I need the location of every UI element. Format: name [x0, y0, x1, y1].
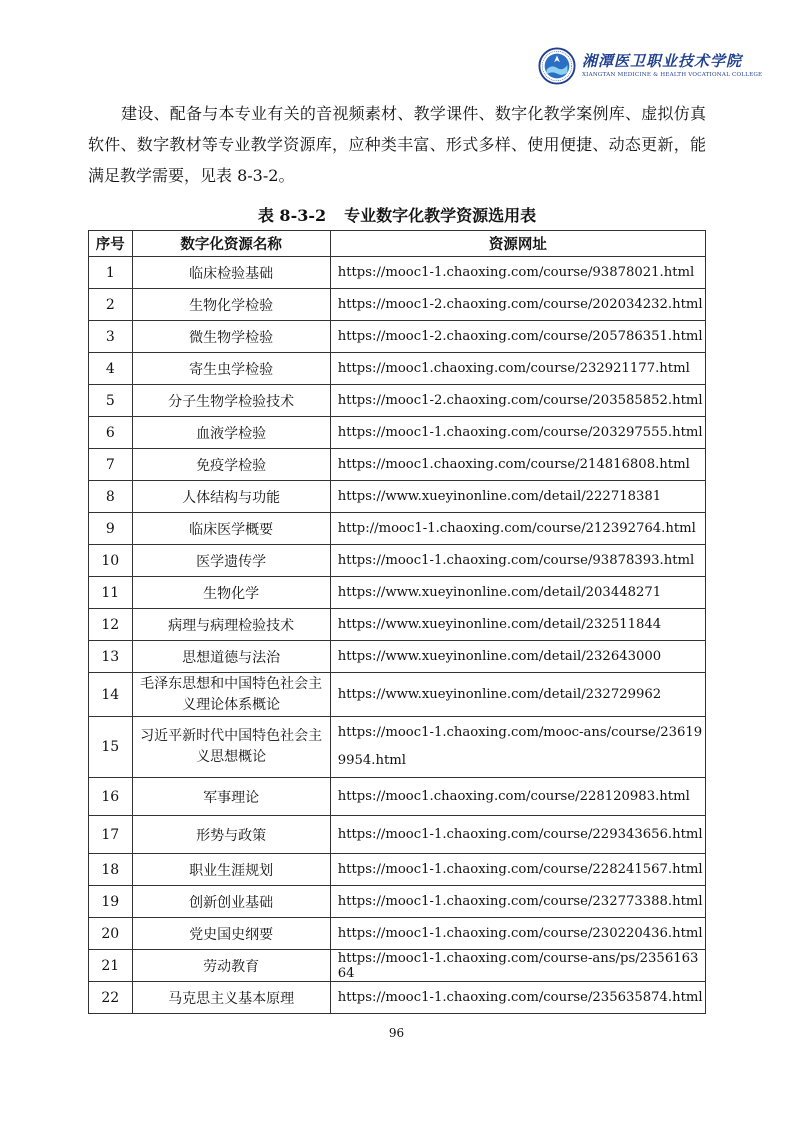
table-row	[89, 353, 706, 385]
row-resource-name: 创新创业基础	[132, 886, 330, 918]
row-resource-url[interactable]: https://mooc1.chaoxing.com/course/228120983.html	[330, 778, 705, 816]
paragraph-line: 软件、数字教材等专业教学资源库，应种类丰富、形式多样、使用便捷、动态更新，能	[88, 135, 706, 154]
page-number: 96	[388, 1026, 405, 1040]
row-resource-url[interactable]: https://mooc1-1.chaoxing.com/mooc-ans/course/236199954.html	[330, 717, 705, 778]
row-resource-url[interactable]: https://mooc1.chaoxing.com/course/214816808.html	[330, 449, 705, 481]
row-resource-name: 病理与病理检验技术	[132, 609, 330, 641]
row-resource-name: 生物化学	[132, 577, 330, 609]
table-row	[89, 950, 706, 982]
row-resource-url[interactable]: https://mooc1-1.chaoxing.com/course/232773388.html	[330, 886, 705, 918]
row-index: 16	[89, 778, 133, 816]
resource-table	[88, 230, 706, 1014]
row-resource-url[interactable]: https://mooc1-1.chaoxing.com/course/203297555.html	[330, 417, 705, 449]
row-index: 18	[89, 854, 133, 886]
row-resource-url[interactable]: https://www.xueyinonline.com/detail/232511844	[330, 609, 705, 641]
college-logo	[538, 46, 763, 86]
row-resource-name-text: 毛泽东思想和中国特色社会主义理论体系概论	[140, 675, 323, 713]
row-resource-url[interactable]: https://mooc1-2.chaoxing.com/course/203585852.html	[330, 385, 705, 417]
row-resource-name: 临床医学概要	[132, 513, 330, 545]
table-row	[89, 816, 706, 854]
header-index: 序号	[89, 231, 133, 257]
row-resource-url[interactable]: https://www.xueyinonline.com/detail/232729962	[330, 673, 705, 717]
row-index: 19	[89, 886, 133, 918]
row-resource-url[interactable]: https://mooc1.chaoxing.com/course/232921177.html	[330, 353, 705, 385]
row-resource-url[interactable]: https://mooc1-1.chaoxing.com/course/229343656.html	[330, 816, 705, 854]
header-resource-name: 数字化资源名称	[132, 231, 330, 257]
row-index: 4	[89, 353, 133, 385]
table-row	[89, 854, 706, 886]
row-resource-name: 党史国史纲要	[132, 918, 330, 950]
table-row	[89, 717, 706, 778]
row-resource-url[interactable]: https://mooc1-2.chaoxing.com/course/205786351.html	[330, 321, 705, 353]
row-resource-url[interactable]: https://mooc1-1.chaoxing.com/course-ans/ps/235616364	[330, 950, 705, 982]
table-caption	[88, 203, 706, 226]
row-index: 11	[89, 577, 133, 609]
row-resource-name: 临床检验基础	[132, 257, 330, 289]
row-resource-name: 生物化学检验	[132, 289, 330, 321]
college-emblem-icon	[538, 47, 576, 85]
header-resource-url: 资源网址	[330, 231, 705, 257]
row-resource-name: 职业生涯规划	[132, 854, 330, 886]
row-index: 3	[89, 321, 133, 353]
row-index: 22	[89, 982, 133, 1014]
row-index: 10	[89, 545, 133, 577]
row-resource-name	[132, 717, 330, 778]
row-index: 12	[89, 609, 133, 641]
table-caption-title: 专业数字化教学资源选用表	[344, 206, 537, 225]
row-resource-name: 军事理论	[132, 778, 330, 816]
row-index: 8	[89, 481, 133, 513]
row-resource-name: 马克思主义基本原理	[132, 982, 330, 1014]
row-index: 14	[89, 673, 133, 717]
row-resource-name: 血液学检验	[132, 417, 330, 449]
table-row	[89, 513, 706, 545]
row-index: 13	[89, 641, 133, 673]
row-resource-name: 医学遗传学	[132, 545, 330, 577]
table-row	[89, 918, 706, 950]
row-resource-url[interactable]: https://mooc1-1.chaoxing.com/course/93878393.html	[330, 545, 705, 577]
table-row	[89, 385, 706, 417]
row-resource-name: 人体结构与功能	[132, 481, 330, 513]
intro-paragraph	[88, 98, 706, 191]
row-resource-url[interactable]: http://mooc1-1.chaoxing.com/course/212392764.html	[330, 513, 705, 545]
row-resource-url[interactable]: https://www.xueyinonline.com/detail/203448271	[330, 577, 705, 609]
row-index: 17	[89, 816, 133, 854]
table-header-row	[89, 231, 706, 257]
row-index: 2	[89, 289, 133, 321]
row-resource-name: 劳动教育	[132, 950, 330, 982]
row-index: 20	[89, 918, 133, 950]
row-resource-name	[132, 673, 330, 717]
table-row	[89, 257, 706, 289]
table-row	[89, 481, 706, 513]
row-resource-url[interactable]: https://www.xueyinonline.com/detail/232643000	[330, 641, 705, 673]
row-index: 1	[89, 257, 133, 289]
row-resource-name: 微生物学检验	[132, 321, 330, 353]
logo-chinese-name: 湘潭医卫职业技术学院	[582, 51, 743, 70]
table-row	[89, 886, 706, 918]
row-resource-url[interactable]: https://www.xueyinonline.com/detail/222718381	[330, 481, 705, 513]
paragraph-line: 建设、配备与本专业有关的音视频素材、教学课件、数字化教学案例库、虚拟仿真	[121, 104, 706, 123]
row-resource-name: 寄生虫学检验	[132, 353, 330, 385]
table-row	[89, 673, 706, 717]
table-row	[89, 417, 706, 449]
row-index: 21	[89, 950, 133, 982]
table-row	[89, 609, 706, 641]
row-resource-name: 形势与政策	[132, 816, 330, 854]
table-row	[89, 577, 706, 609]
row-index: 9	[89, 513, 133, 545]
row-resource-name: 分子生物学检验技术	[132, 385, 330, 417]
table-caption-number: 表 8-3-2	[257, 206, 327, 225]
row-index: 5	[89, 385, 133, 417]
table-row	[89, 641, 706, 673]
row-resource-url[interactable]: https://mooc1-1.chaoxing.com/course/235635874.html	[330, 982, 705, 1014]
table-row	[89, 289, 706, 321]
table-row	[89, 545, 706, 577]
row-resource-url[interactable]: https://mooc1-1.chaoxing.com/course/228241567.html	[330, 854, 705, 886]
logo-english-name: XIANGTAN MEDICINE & HEALTH VOCATIONAL COLLEGE	[582, 71, 763, 78]
row-resource-url[interactable]: https://mooc1-2.chaoxing.com/course/202034232.html	[330, 289, 705, 321]
row-resource-name: 思想道德与法治	[132, 641, 330, 673]
table-row	[89, 982, 706, 1014]
row-index: 15	[89, 717, 133, 778]
paragraph-line: 满足教学需要，见表 8-3-2。	[88, 166, 295, 185]
row-resource-name-text: 习近平新时代中国特色社会主义思想概论	[140, 728, 323, 765]
table-row	[89, 449, 706, 481]
row-index: 7	[89, 449, 133, 481]
row-resource-url[interactable]: https://mooc1-1.chaoxing.com/course/93878021.html	[330, 257, 705, 289]
row-resource-name: 免疫学检验	[132, 449, 330, 481]
row-resource-url[interactable]: https://mooc1-1.chaoxing.com/course/230220436.html	[330, 918, 705, 950]
row-index: 6	[89, 417, 133, 449]
table-row	[89, 321, 706, 353]
table-row	[89, 778, 706, 816]
